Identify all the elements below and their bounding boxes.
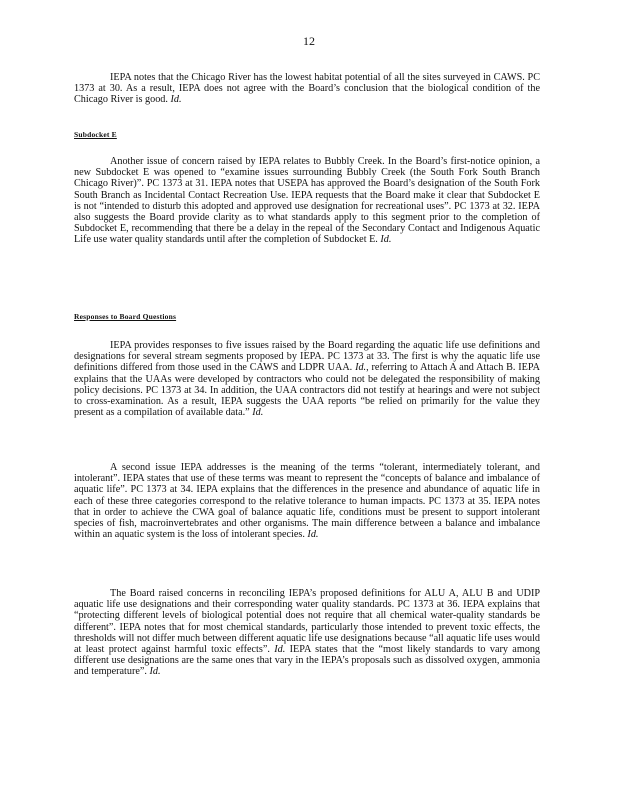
paragraph-aquatic-life-definitions	[74, 340, 540, 418]
citation: Id.	[274, 644, 286, 656]
citation: Id.	[355, 362, 367, 374]
paragraph-text: The Board raised concerns in reconciling IEPA’s proposed definitions for ALU A, ALU B and UDIP aquatic life use designations and their corresponding water quality standards. PC 1373 at 36. IEPA explains that “protecting different levels of biological potential does not require that all chemical water-quality standards be different”. IEPA notes that for most chemical standards, particularly those intended to prevent toxic effects, the thresholds will not differ much between different aquatic life use designations because “all aquatic life uses would at least protect against harmful toxic effects”.	[74, 588, 540, 656]
paragraph-chicago-river	[74, 72, 540, 106]
paragraph-text: IEPA notes that the Chicago River has the lowest habitat potential of all the sites surveyed in CAWS. PC 1373 at 30. As a result, IEPA does not agree with the Board’s conclusion that the biological condition of the Chicago River is good.	[74, 72, 540, 106]
citation: Id.	[170, 94, 182, 106]
paragraph-bubbly-creek	[74, 156, 540, 246]
page-number: 12	[303, 34, 315, 48]
section-heading-subdocket-e: Subdocket E	[74, 130, 117, 139]
paragraph-text-continued: IEPA states that the “most likely standards to vary among different use designations are the same ones that vary in the IEPA’s proposals such as dissolved oxygen, ammonia and temperature”.	[74, 644, 541, 678]
paragraph-alu-designations	[74, 588, 540, 678]
citation: Id.	[307, 529, 319, 541]
paragraph-text-continued: , referring to Attach A and Attach B. IEPA explains that the UAAs were developed by contractors who could not be delegated the responsibility of making policy decisions. PC 1373 at 34. In addition, the UAA contractors did not testify at hearings and were not subject to cross-examination. As a result, IEPA suggests the UAA reports “be relied on primarily for the value they present as a compilation of available data.”	[74, 362, 540, 419]
citation: Id.	[149, 666, 161, 678]
paragraph-tolerance-terms	[74, 462, 540, 540]
citation: Id.	[380, 234, 392, 246]
citation: Id.	[252, 407, 264, 419]
paragraph-text: IEPA provides responses to five issues raised by the Board regarding the aquatic life use definitions and designations for several stream segments proposed by IEPA. PC 1373 at 33. The first is why the aquatic life use definitions differed from those used in the CAWS and LDPR UAA.	[74, 340, 540, 374]
paragraph-text: Another issue of concern raised by IEPA relates to Bubbly Creek. In the Board’s first-notice opinion, a new Subdocket E was opened to “examine issues surrounding Bubbly Creek (the South Fork South Branch Chicago River)”. PC 1373 at 31. IEPA notes that USEPA has approved the Board’s designation of the South Fork South Branch as Incidental Contact Recreation Use. IEPA requests that the Board make it clear that Subdocket E is not “intended to disturb this adopted and approved use designation for recreational uses”. PC 1373 at 32. IEPA also suggests the Board provide clarity as to what standards apply to this segment prior to the completion of Subdocket E, recommending that there be a delay in the repeal of the Secondary Contact and Indigenous Aquatic Life use water quality standards until after the completion of Subdocket E.	[74, 156, 540, 246]
section-heading-responses: Responses to Board Questions	[74, 312, 177, 321]
paragraph-text: A second issue IEPA addresses is the meaning of the terms “tolerant, intermediately tolerant, and intolerant”. IEPA states that use of these terms was meant to represent the “concepts of balance and imbalance of aquatic life”. PC 1373 at 34. IEPA explains that the differences in the presence and abundance of aquatic life in each of these three categories correspond to the relative tolerance to human impacts. PC 1373 at 35. IEPA notes that in order to achieve the CWA goal of balance aquatic life, conditions must be present to support intolerant species of fish, macroinvertebrates and other organisms. The main difference between a balance and imbalance within an aquatic system is the loss of intolerant species.	[74, 462, 540, 541]
